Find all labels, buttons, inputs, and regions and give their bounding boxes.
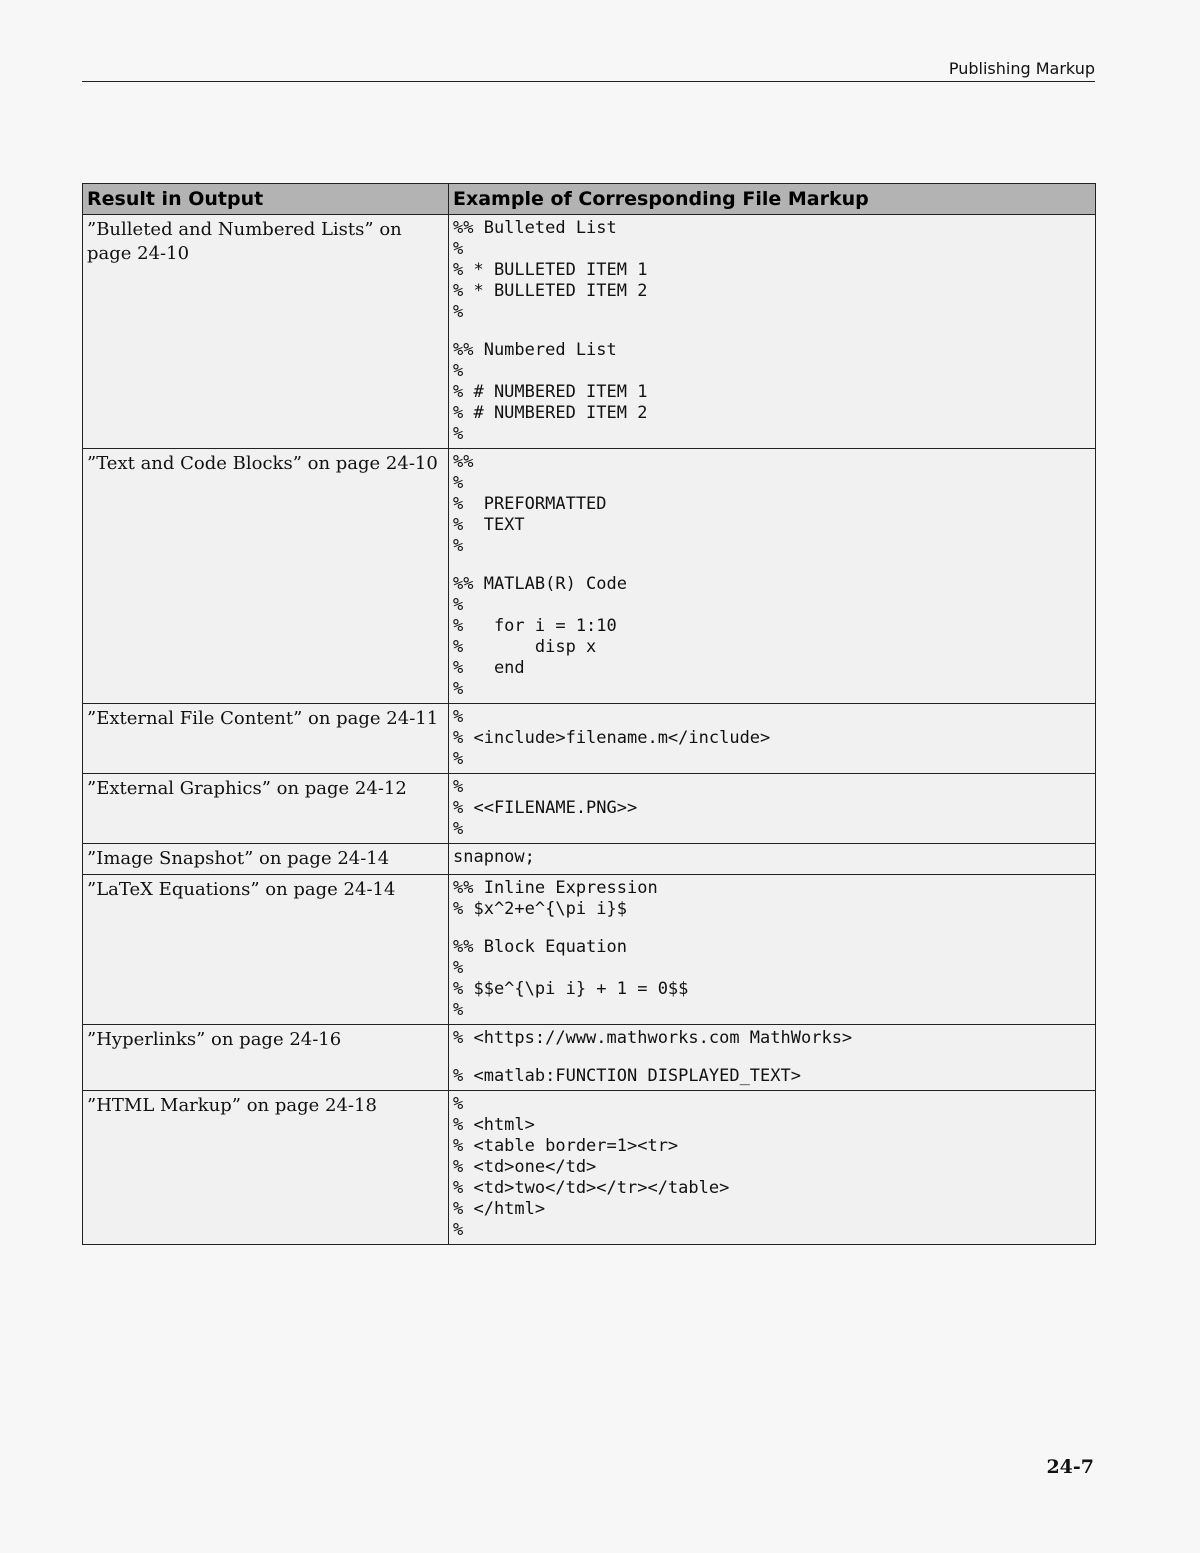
table-row — [83, 1091, 1096, 1245]
table-row — [83, 1025, 1096, 1091]
result-link[interactable]: ”External Graphics” on page 24-12 — [83, 774, 449, 844]
code-block: %% % % PREFORMATTED % TEXT % — [453, 452, 607, 556]
table-row — [83, 449, 1096, 704]
code-block: % <matlab:FUNCTION DISPLAYED_TEXT> — [453, 1066, 801, 1086]
markup-cell — [449, 774, 1096, 844]
markup-cell — [449, 704, 1096, 774]
running-header — [82, 58, 1095, 82]
section-title: Publishing Markup — [948, 59, 1095, 78]
result-link[interactable]: ”Bulleted and Numbered Lists” on page 24-10 — [83, 215, 449, 449]
markup-cell — [449, 875, 1096, 1025]
code-block: %% Numbered List % % # NUMBERED ITEM 1 % # NUMBERED ITEM 2 % — [453, 340, 648, 444]
markup-cell — [449, 215, 1096, 449]
table-row — [83, 215, 1096, 449]
column-header-result: Result in Output — [83, 184, 449, 215]
markup-cell — [449, 1091, 1096, 1245]
code-block: % % <include>filename.m</include> % — [453, 707, 771, 769]
column-header-markup: Example of Corresponding File Markup — [449, 184, 1096, 215]
result-link[interactable]: ”External File Content” on page 24-11 — [83, 704, 449, 774]
result-link[interactable]: ”HTML Markup” on page 24-18 — [83, 1091, 449, 1245]
table-header-row — [83, 184, 1096, 215]
code-block: %% Bulleted List % % * BULLETED ITEM 1 % * BULLETED ITEM 2 % — [453, 218, 648, 322]
code-block: %% Block Equation % % $$e^{\pi i} + 1 = 0$$ % — [453, 937, 689, 1020]
code-block: snapnow; — [453, 847, 535, 867]
code-block: %% Inline Expression % $x^2+e^{\pi i}$ — [453, 878, 658, 919]
result-link[interactable]: ”LaTeX Equations” on page 24-14 — [83, 875, 449, 1025]
markup-reference-table — [82, 183, 1096, 1245]
code-block: % <https://www.mathworks.com MathWorks> — [453, 1028, 853, 1048]
code-block: %% MATLAB(R) Code % % for i = 1:10 % disp x % end % — [453, 574, 627, 699]
table-row — [83, 704, 1096, 774]
result-link[interactable]: ”Text and Code Blocks” on page 24-10 — [83, 449, 449, 704]
result-link[interactable]: ”Image Snapshot” on page 24-14 — [83, 844, 449, 875]
table-row — [83, 844, 1096, 875]
markup-cell — [449, 1025, 1096, 1091]
table-row — [83, 774, 1096, 844]
code-block: % % <<FILENAME.PNG>> % — [453, 777, 638, 839]
code-block: % % <html> % <table border=1><tr> % <td>one</td> % <td>two</td></tr></table> % </html> % — [453, 1094, 730, 1240]
markup-cell — [449, 449, 1096, 704]
table-row — [83, 875, 1096, 1025]
markup-cell — [449, 844, 1096, 875]
page-number: 24-7 — [1046, 1456, 1094, 1478]
result-link[interactable]: ”Hyperlinks” on page 24-16 — [83, 1025, 449, 1091]
